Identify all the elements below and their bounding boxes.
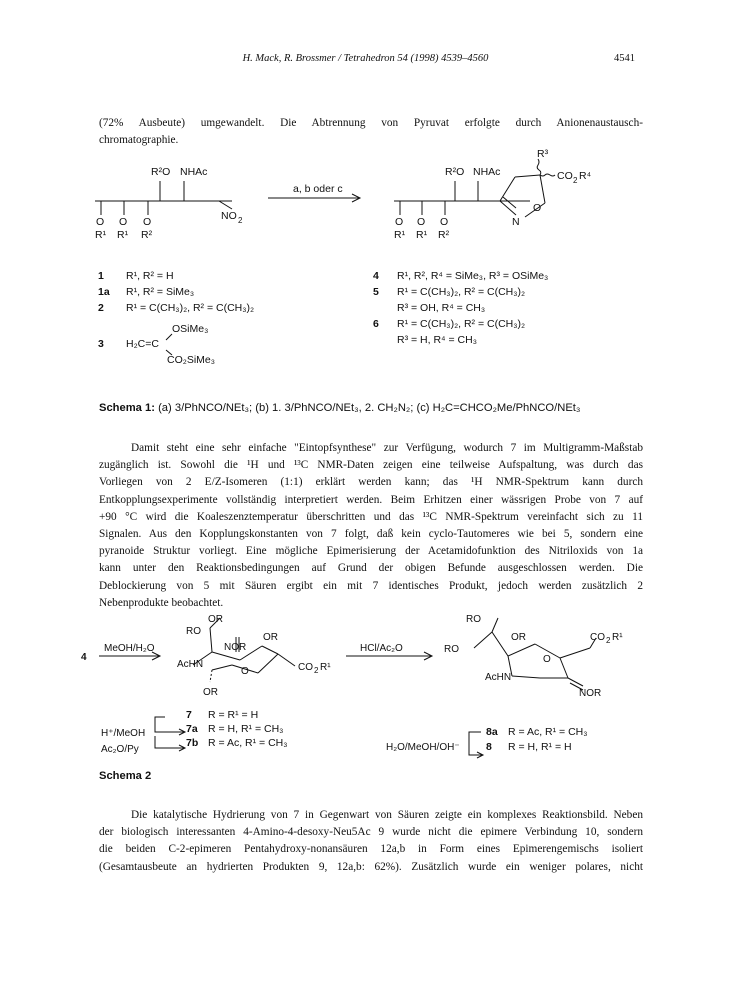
scheme1-compounds-right — [373, 268, 548, 348]
intro-line: (72% Ausbeute) umgewandelt. Die Abtrennung von Pyruvat erfolgte durch Anionenaustausch- — [99, 117, 643, 129]
svg-text:AcHN: AcHN — [177, 659, 204, 670]
compound-definition: R¹, R² = H — [126, 270, 174, 282]
compound-id: 6 — [373, 318, 379, 330]
svg-text:R⁴: R⁴ — [579, 170, 592, 182]
svg-text:NOR: NOR — [579, 688, 602, 699]
compound-entry — [98, 284, 254, 300]
text-line: zugänglich ist. Sowohl die ¹H und ¹³C NMR-Daten zeigen eine teilweise Aufspaltung, was durch das — [99, 459, 643, 472]
compound3-top-group: OSiMe₃ — [172, 323, 209, 335]
text-line: die beiden C-2-epimeren Pentahydroxy-nonansäuren 12a,b in Form eines Epimerengemischs isoliert — [99, 843, 643, 856]
scheme2-reagent2: HCl/Ac₂O — [360, 643, 403, 654]
svg-text:OR: OR — [263, 632, 278, 643]
svg-text:CO: CO — [557, 170, 573, 182]
compound-id: 8a — [486, 726, 498, 738]
svg-text:OR: OR — [511, 632, 526, 643]
svg-text:2: 2 — [573, 176, 578, 185]
svg-text:CO: CO — [298, 662, 313, 673]
svg-text:R¹: R¹ — [95, 229, 107, 241]
svg-text:NHAc: NHAc — [473, 166, 501, 178]
compound-id: 7b — [186, 737, 199, 749]
svg-text:RO: RO — [444, 644, 459, 655]
scheme1-caption-label: Schema 1: — [99, 402, 155, 414]
svg-text:O: O — [440, 216, 449, 228]
compound-definition: R = Ac, R¹ = CH₃ — [208, 737, 288, 749]
svg-text:2: 2 — [238, 216, 243, 225]
svg-text:2: 2 — [606, 636, 611, 645]
text-line: Entkopplungsexperimente vollständig interpretiert werden. Beim Erhitzen einer wässrigen Probe von 7 auf — [99, 493, 643, 506]
compound-entry — [486, 725, 588, 740]
text-line: Signalen. Aus den Kopplungskonstanten von 7 folgt, daß kein cyclo-Tautomeres wie bei 5, sondern eine — [99, 528, 643, 541]
compound-definition: R¹ = C(CH₃)₂, R² = C(CH₃)₂ — [397, 318, 526, 330]
scheme2-left-reagent: H⁺/MeOH — [101, 728, 146, 739]
svg-text:R¹: R¹ — [320, 662, 331, 673]
svg-text:R¹: R¹ — [117, 229, 129, 241]
scheme1-caption-text: (a) 3/PhNCO/NEt₃; (b) 1. 3/PhNCO/NEt₃, 2. CH₂N₂; (c) H₂C=CHCO₂Me/PhNCO/NEt₃ — [154, 402, 581, 414]
compound-id: 1a — [98, 286, 110, 298]
scheme2-right-reagent: H₂O/MeOH/OH⁻ — [386, 742, 460, 753]
compound-entry — [98, 300, 254, 316]
compound-entry — [373, 284, 548, 300]
svg-text:O: O — [241, 666, 249, 677]
compound-entry — [98, 268, 254, 284]
compound-definition: R¹, R², R⁴ = SiMe₃, R³ = OSiMe₃ — [397, 270, 549, 282]
text-line: +90 °C wird die Koaleszenztemperatur überschritten und das ¹³C NMR-Spektrum vereinfacht sich zu 11 — [99, 510, 643, 523]
text-line: kann unter den Reaktionsbedingungen auf Grund der obigen Befunde ausgeschlossen werden. Die — [99, 562, 643, 575]
text-line: Vorliegen von 2 E/Z-Isomeren (1:1) erklärt werden kann; das ¹H NMR-Spektrum kann durch — [99, 476, 643, 489]
compound-definition: R = Ac, R¹ = CH₃ — [508, 726, 588, 738]
svg-text:R²: R² — [141, 229, 153, 241]
intro-line: chromatographie. — [99, 134, 179, 147]
compound-entry — [373, 268, 548, 284]
svg-text:NO: NO — [221, 210, 237, 222]
compound-id: 2 — [98, 302, 104, 314]
scheme1-compounds-left — [98, 268, 254, 316]
compound-definition: R¹ = C(CH₃)₂, R² = C(CH₃)₂ — [397, 286, 526, 298]
scheme2-structures — [0, 610, 731, 710]
paragraph-1 — [99, 440, 643, 612]
scheme2-caption: Schema 2 — [99, 770, 152, 782]
compound-definition: R = H, R¹ = CH₃ — [208, 723, 284, 735]
compound3-bonds — [160, 330, 184, 356]
compound-definition: R³ = H, R⁴ = CH₃ — [397, 334, 477, 346]
svg-text:O: O — [395, 216, 404, 228]
compound3-vinyl: H₂C=C — [126, 338, 159, 350]
svg-text:R²: R² — [438, 229, 450, 241]
svg-text:NOR: NOR — [224, 642, 247, 653]
text-line: Deblockierung von 5 mit Säuren ergibt ein mit 7 identisches Produkt, jedoch werden zusätzlich 2 — [99, 579, 643, 592]
svg-text:N: N — [512, 216, 520, 228]
svg-text:R¹: R¹ — [416, 229, 428, 241]
text-line: Nebenprodukte beobachtet. — [99, 596, 224, 609]
compound-entry — [186, 722, 288, 736]
svg-text:R¹: R¹ — [612, 632, 623, 643]
text-line: Die katalytische Hydrierung von 7 in Gegenwart von Säuren zeigte ein komplexes Reaktionsbild. Neben — [131, 809, 643, 821]
compound-id: 3 — [98, 338, 104, 350]
text-line: Damit steht eine sehr einfache "Eintopfsynthese" zur Verfügung, wodurch 7 im Multigramm-Maßstab — [131, 442, 643, 454]
svg-text:RO: RO — [466, 614, 481, 625]
svg-text:CO: CO — [590, 632, 605, 643]
svg-text:OR: OR — [208, 614, 223, 625]
page-number: 4541 — [614, 53, 635, 64]
compound-definition: R = H, R¹ = H — [508, 741, 572, 753]
compound-id: 4 — [373, 270, 379, 282]
scheme2-left-compounds — [186, 708, 288, 750]
compound-entry — [486, 740, 588, 755]
scheme2-left-reagent: Ac₂O/Py — [101, 744, 139, 755]
compound-id: 7 — [186, 709, 192, 721]
scheme1-caption — [99, 402, 580, 414]
running-title: H. Mack, R. Brossmer / Tetrahedron 54 (1998) 4539–4560 — [242, 53, 489, 64]
compound-definition: R³ = OH, R⁴ = CH₃ — [397, 302, 486, 314]
svg-text:O: O — [533, 202, 542, 214]
compound-id: 1 — [98, 270, 104, 282]
svg-text:O: O — [143, 216, 152, 228]
svg-text:NHAc: NHAc — [180, 166, 208, 178]
compound-definition: R¹, R² = SiMe₃ — [126, 286, 195, 298]
scheme1-arrow-label: a, b oder c — [293, 183, 343, 195]
compound-entry — [373, 316, 548, 332]
text-line: der biologisch interessanten 4-Amino-4-desoxy-Neu5Ac 9 wurde nicht die epimere Verbindung 10, sondern — [99, 826, 643, 839]
scheme2-reagent1: MeOH/H₂O — [104, 643, 155, 654]
paragraph-2 — [99, 807, 643, 876]
svg-text:RO: RO — [186, 626, 201, 637]
compound-id: 8 — [486, 741, 492, 753]
text-line: pyranoide Struktur vorliegt. Eine mögliche Epimerisierung der Acetamidofunktion des Nitriloxids von 1a — [99, 545, 643, 558]
compound-definition: R¹ = C(CH₃)₂, R² = C(CH₃)₂ — [126, 302, 255, 314]
svg-text:AcHN: AcHN — [485, 672, 512, 683]
compound3-bottom-group: CO₂SiMe₃ — [167, 354, 216, 366]
svg-text:R¹: R¹ — [394, 229, 406, 241]
svg-text:R²O: R²O — [445, 166, 465, 178]
compound-id: 5 — [373, 286, 379, 298]
svg-text:O: O — [417, 216, 426, 228]
compound-id: 7a — [186, 723, 198, 735]
svg-text:R²O: R²O — [151, 166, 171, 178]
svg-text:O: O — [96, 216, 105, 228]
svg-text:2: 2 — [314, 666, 319, 675]
svg-text:O: O — [543, 654, 551, 665]
compound-entry — [186, 736, 288, 750]
scheme1-structures — [0, 145, 731, 255]
svg-text:OR: OR — [203, 687, 218, 698]
compound-definition: R = R¹ = H — [208, 709, 259, 721]
svg-text:O: O — [119, 216, 128, 228]
compound-entry — [186, 708, 288, 722]
svg-text:R³: R³ — [537, 148, 549, 160]
scheme2-start-id: 4 — [81, 652, 87, 663]
scheme2-right-compounds — [486, 725, 588, 755]
text-line: (Gesamtausbeute an hydrierten Produkten 9, 12a,b: 62%). Zusätzlich wurde ein weniger polares, nicht — [99, 860, 643, 873]
